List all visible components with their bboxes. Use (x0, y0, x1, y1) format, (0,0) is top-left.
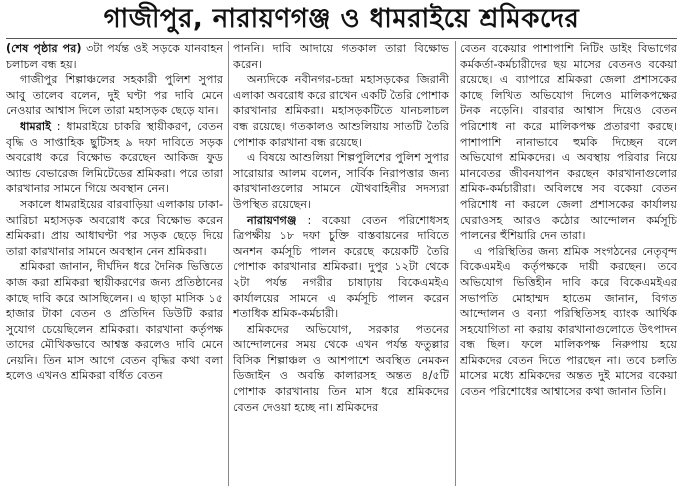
paragraph: শ্রমিকদের অভিযোগ, সরকার পতনের আন্দোলনের সময় থেকে এখন পর্যন্ত ফতুল্লার বিসিক শিল্পাঞ্চল ও আশপাশে অবস্থিত নেমকন ডিজাইন ও অবন্তি কালারসহ অন্তত ৪/৫টি পোশাক কারখানায় তিন মাস ধরে শ্রমিকদের বেতন দেওয়া হচ্ছে না। শ্রমিকদের (233, 322, 449, 414)
paragraph: অন্যদিকে নবীনগর-চন্দ্রা মহাসড়কের জিরানী এলাকা অবরোধ করে রাখেন একটি তৈরি পোশাক কারখানার শ্রমিকরা। মহাসড়কটিতে যানচলাচল বন্ধ রয়েছে। গতকালও আশুলিয়ায় সাতটি তৈরি পোশাক কারখানা বন্ধ রয়েছে। (233, 73, 449, 149)
paragraph: গাজীপুর শিল্পাঞ্চলের সহকারী পুলিশ সুপার আবু তালেব বলেন, দুই ঘণ্টা পর দাবি মেনে নেওয়ার আশ্বাস দিলে তারা মহাসড়ক ছেড়ে যান। (6, 73, 223, 118)
dateline-dhamrai: ধামরাই (20, 119, 51, 133)
paragraph: (শেষ পৃষ্ঠার পর) ৩টা পর্যন্ত ওই সড়কে যানবাহন চলাচল বন্ধ হয়। (6, 42, 223, 71)
article-columns (6, 41, 677, 486)
column-divider (455, 41, 456, 486)
headline: গাজীপুর, নারায়ণগঞ্জ ও ধামরাইয়ে শ্রমিকদের (103, 4, 580, 34)
paragraph: বেতন বকেয়ার পাশাপাশি নিটিং ডাইং বিভাগের কর্মকর্তা-কর্মচারীদের ছয় মাসের বেতনও বকেয়া রয়েছে। এ ব্যাপারে শ্রমিকরা জেলা প্রশাসকের কাছে লিখিত অভিযোগ দিলেও মালিকপক্ষের টনক নড়েনি। বারবার আশ্বাস দিয়েও বেতন পরিশোধ না করে মালিকপক্ষ প্রতারণা করছে। পাশাপাশি নানাভাবে হুমকি দিচ্ছেন বলে অভিযোগ শ্রমিকদের। এ অবস্থায় পরিবার নিয়ে মানবেতর জীবনযাপন করছেন কারখানাগুলোর শ্রমিক-কর্মচারীরা। অবিলম্বে সব বকেয়া বেতন পরিশোধ না করলে জেলা প্রশাসকের কার্যালয় ঘেরাওসহ আরও কঠোর আন্দোলন কর্মসূচি পালনের হুঁশিয়ারি দেন তারা। (460, 42, 677, 243)
paragraph: ধামরাই : ধামরাইয়ে চাকরি স্থায়ীকরণ, বেতন বৃদ্ধি ও সাপ্তাহিক ছুটিসহ ৯ দফা দাবিতে সড়ক অবরোধ করে বিক্ষোভ করেছেন আকিজ ফুড অ্যান্ড বেভারেজ লিমিটেডের শ্রমিকরা। পরে তারা কারখানার সামনে গিয়ে অবস্থান নেন। (6, 119, 223, 196)
paragraph: এ বিষয়ে আশুলিয়া শিল্পপুলিশের পুলিশ সুপার সারোয়ার আলম বলেন, সার্বিক নিরাপত্তার জন্য কারখানাগুলোর সামনে যৌথবাহিনীর সদস্যরা উপস্থিত রয়েছেন। (233, 151, 449, 211)
paragraph: শ্রমিকরা জানান, দীর্ঘদিন ধরে দৈনিক ভিত্তিতে কাজ করা শ্রমিকরা স্থায়ীকরণের জন্য প্রতিষ্ঠানের কাছে দাবি করে আসছিলেন। এ ছাড়া মাসিক ১৫ হাজার টাকা বেতন ও প্রতিদিন ডিউটি করার সুযোগ চেয়েছিলেন শ্রমিকরা। কারখানা কর্তৃপক্ষ তাদের মৌখিকভাবে আশ্বস্ত করলেও দাবি মেনে নেয়নি। তিন মাস আগে বেতন বৃদ্ধির কথা বলা হলেও এখনও শ্রমিকরা বর্ধিত বেতন (6, 260, 223, 383)
dateline-narayanganj: নারায়ণগঞ্জ (247, 213, 297, 227)
column-3 (460, 41, 677, 486)
continuation-label: (শেষ পৃষ্ঠার পর) (6, 42, 82, 55)
headline-rule (6, 38, 677, 39)
paragraph: নারায়ণগঞ্জ : বকেয়া বেতন পরিশোধসহ ত্রিপক্ষীয় ১৮ দফা চুক্তি বাস্তবায়নের দাবিতে অনশন কর্মসূচি পালন করেছে কয়েকটি তৈরি পোশাক কারখানার শ্রমিকরা। দুপুর ১২টা থেকে ২টা পর্যন্ত নগরীর চাষাঢ়ায় বিকেএমইএ কার্যালয়ের সামনে এ কর্মসূচি পালন করেন শতাধিক শ্রমিক-কর্মচারী। (233, 213, 449, 321)
paragraph: এ পরিস্থিতির জন্য শ্রমিক সংগঠনের নেতৃবৃন্দ বিকেএমইএ কর্তৃপক্ষকে দায়ী করছেন। তবে অভিযোগ ভিত্তিহীন দাবি করে বিকেএমইএর সভাপতি মোহাম্মদ হাতেম জানান, বিগত আন্দোলন ও বন্যা পরিস্থিতিসহ ব্যাংক আর্থিক সহযোগিতা না করায় কারখানাগুলোতে উৎপাদন বন্ধ ছিল। ফলে মালিকপক্ষ নিরুপায় হয়ে শ্রমিকদের বেতন দিতে পারছেন না। তবে চলতি মাসের মধ্যে শ্রমিকদের অন্তত দুই মাসের বকেয়া বেতন পরিশোধের আশ্বাসের কথা জানান তিনি। (460, 244, 677, 399)
column-2 (233, 41, 449, 486)
paragraph: সকালে ধামরাইয়ের বারবাড়িয়া এলাকায় ঢাকা-আরিচা মহাসড়ক অবরোধ করে বিক্ষোভ করেন শ্রমিকরা। প্রায় আধাঘণ্টা পর সড়ক ছেড়ে দিয়ে তারা কারখানার সামনে অবস্থান নেন শ্রমিকরা। (6, 197, 223, 258)
column-1 (6, 41, 223, 486)
column-divider (228, 41, 229, 486)
paragraph: পাননি। দাবি আদায়ে গতকাল তারা বিক্ষোভ করেন। (233, 42, 449, 71)
